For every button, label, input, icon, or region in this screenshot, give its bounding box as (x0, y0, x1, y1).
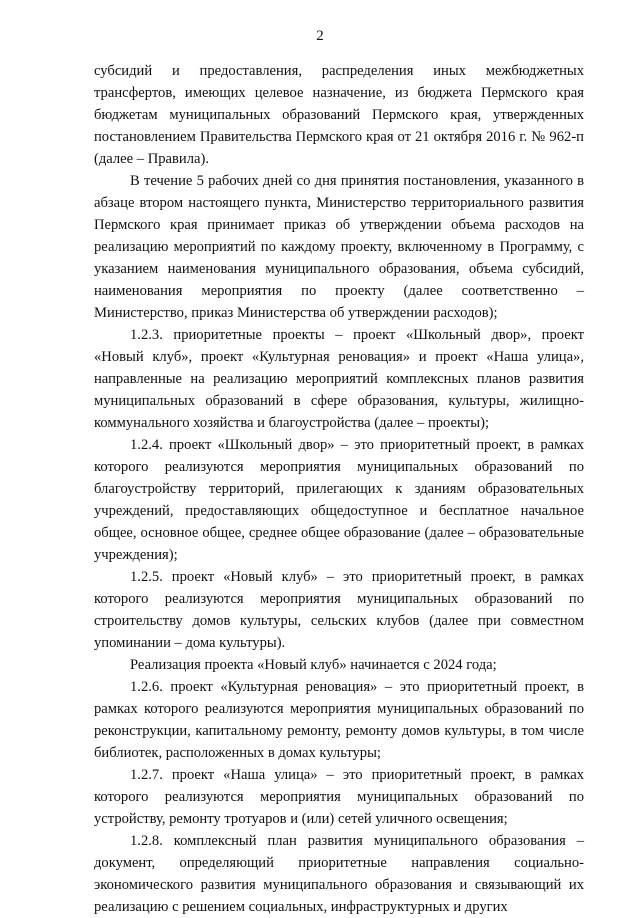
paragraph-2: В течение 5 рабочих дней со дня принятия постановления, указанного в абзаце втором настоящего пункта, Министерство территориального развития Пермского края принимает приказ об утверждении объема расходов на реализацию мероприятий по каждому проекту, включенному в Программу, с указанием наименования муниципального образования, объема субсидий, наименования мероприятия по проекту (далее соответственно – Министерство, приказ Министерства об утверждении расходов); (94, 173, 584, 321)
paragraph-1-continuation: субсидий и предоставления, распределения иных межбюджетных трансфертов, имеющих целевое назначение, из бюджета Пермского края бюджетам муниципальных образований Пермского края, утвержденных постановлением Правительства Пермского края от 21 октября 2016 г. № 962-п (далее – Правила). (94, 63, 584, 167)
paragraph-1-2-4: 1.2.4. проект «Школьный двор» – это приоритетный проект, в рамках которого реализуются мероприятия муниципальных образований по благоустройству территорий, прилегающих к зданиям образовательных учреждений, предоставляющих общедоступное и бесплатное начальное общее, основное общее, среднее общее образование (далее – образовательные учреждения); (94, 437, 584, 563)
paragraph-1-2-3: 1.2.3. приоритетные проекты – проект «Школьный двор», проект «Новый клуб», проект «Культурная реновация» и проект «Наша улица», направленные на реализацию мероприятий комплексных планов развития муниципальных образований в сфере образования, культуры, жилищно-коммунального хозяйства и благоустройства (далее – проекты); (94, 327, 584, 431)
body-text (94, 60, 584, 918)
paragraph-1-2-6: 1.2.6. проект «Культурная реновация» – это приоритетный проект, в рамках которого реализуются мероприятия муниципальных образований по реконструкции, капитальному ремонту, ремонту домов культуры, в том числе библиотек, расположенных в домах культуры; (94, 679, 584, 761)
paragraph-1-2-7: 1.2.7. проект «Наша улица» – это приоритетный проект, в рамках которого реализуются мероприятия муниципальных образований по устройству, ремонту тротуаров и (или) сетей уличного освещения; (94, 767, 584, 827)
paragraph-novy-klub-start: Реализация проекта «Новый клуб» начинается с 2024 года; (130, 657, 497, 673)
page-number: 2 (316, 28, 324, 44)
paragraph-1-2-5: 1.2.5. проект «Новый клуб» – это приоритетный проект, в рамках которого реализуются мероприятия муниципальных образований по строительству домов культуры, сельских клубов (далее при совместном упоминании – дома культуры). (94, 569, 584, 651)
paragraph-1-2-8: 1.2.8. комплексный план развития муниципального образования – документ, определяющий приоритетные направления социально-экономического развития муниципального образования и связывающий их реализацию с решением социальных, инфраструктурных и других (94, 833, 584, 915)
